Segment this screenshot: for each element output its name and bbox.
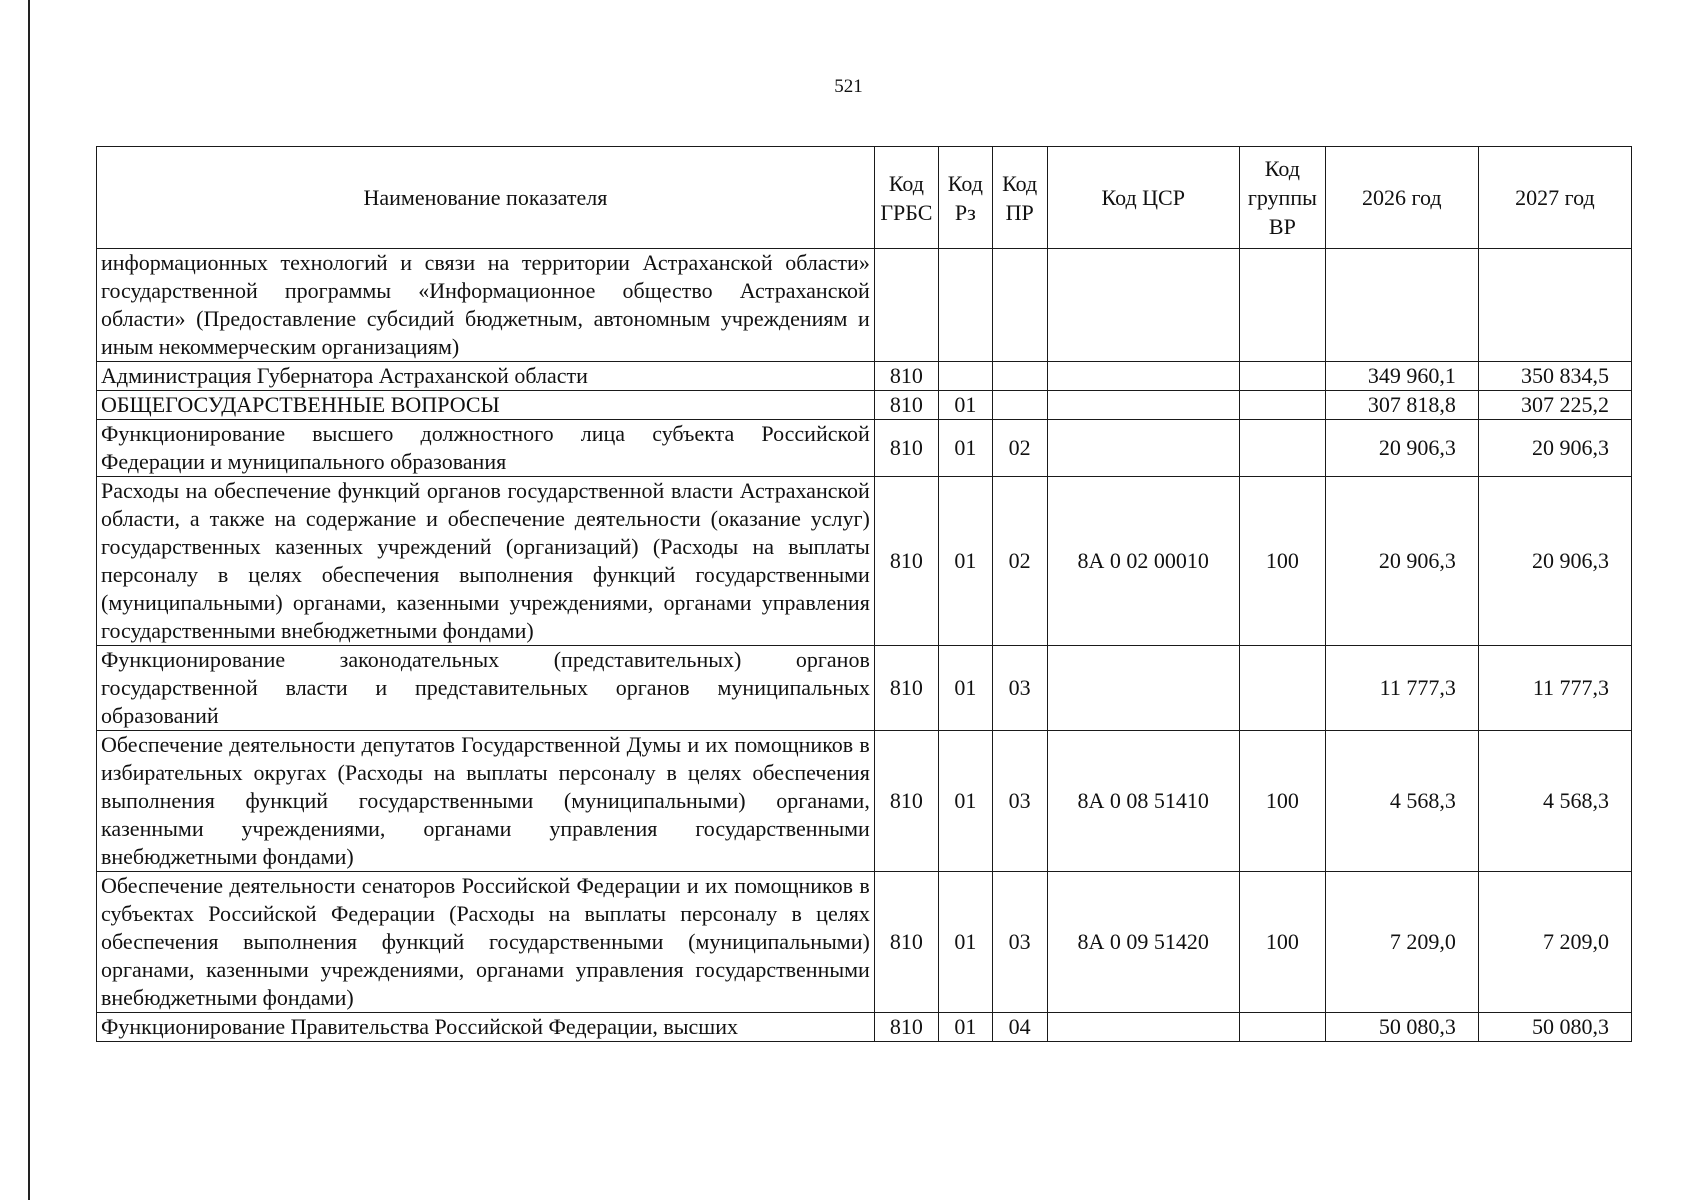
- table-row: [97, 477, 1632, 646]
- cell-name: Функционирование высшего должностного лица субъекта Российской Федерации и муниципального образования: [97, 420, 875, 477]
- table-row: [97, 391, 1632, 420]
- table-row: [97, 249, 1632, 362]
- cell-vr: 100: [1239, 731, 1325, 872]
- cell-2026: 20 906,3: [1325, 420, 1478, 477]
- table-row: [97, 420, 1632, 477]
- cell-grbs: 810: [874, 872, 938, 1013]
- cell-vr: [1239, 1013, 1325, 1042]
- cell-name: Обеспечение деятельности сенаторов Российской Федерации и их помощников в субъектах Российской Федерации (Расходы на выплаты персоналу в целях обеспечения выполнения функций государственными (муниципальными) органами, казенными учреждениями, органами управления государственными внебюджетными фондами): [97, 872, 875, 1013]
- cell-name: Обеспечение деятельности депутатов Государственной Думы и их помощников в избирательных округах (Расходы на выплаты персоналу в целях обеспечения выполнения функций государственными (муниципальными) органами, казенными учреждениями, органами управления государственными внебюджетными фондами): [97, 731, 875, 872]
- cell-rz: 01: [938, 646, 992, 731]
- cell-2027: 7 209,0: [1478, 872, 1631, 1013]
- cell-rz: 01: [938, 731, 992, 872]
- cell-pr: 04: [992, 1013, 1047, 1042]
- cell-csr: [1047, 1013, 1239, 1042]
- cell-vr: [1239, 646, 1325, 731]
- cell-name: Администрация Губернатора Астраханской области: [97, 362, 875, 391]
- cell-vr: [1239, 420, 1325, 477]
- cell-csr: [1047, 391, 1239, 420]
- cell-csr: [1047, 362, 1239, 391]
- binding-edge-line: [28, 0, 30, 1200]
- cell-pr: [992, 249, 1047, 362]
- cell-grbs: 810: [874, 391, 938, 420]
- cell-2026: 307 818,8: [1325, 391, 1478, 420]
- cell-2026: [1325, 249, 1478, 362]
- cell-name: Функционирование Правительства Российской Федерации, высших: [97, 1013, 875, 1042]
- cell-2027: 20 906,3: [1478, 420, 1631, 477]
- cell-pr: [992, 362, 1047, 391]
- cell-vr: [1239, 391, 1325, 420]
- cell-rz: 01: [938, 872, 992, 1013]
- cell-grbs: 810: [874, 477, 938, 646]
- cell-2026: 50 080,3: [1325, 1013, 1478, 1042]
- cell-2026: 7 209,0: [1325, 872, 1478, 1013]
- cell-name: Функционирование законодательных (представительных) органов государственной власти и представительных органов муниципальных образований: [97, 646, 875, 731]
- cell-csr: 8А 0 08 51410: [1047, 731, 1239, 872]
- cell-grbs: 810: [874, 646, 938, 731]
- cell-2027: 350 834,5: [1478, 362, 1631, 391]
- cell-csr: [1047, 420, 1239, 477]
- cell-rz: 01: [938, 477, 992, 646]
- cell-vr: 100: [1239, 477, 1325, 646]
- cell-csr: [1047, 646, 1239, 731]
- cell-rz: [938, 249, 992, 362]
- cell-2026: 4 568,3: [1325, 731, 1478, 872]
- header-2027: 2027 год: [1478, 147, 1631, 249]
- cell-grbs: 810: [874, 731, 938, 872]
- cell-grbs: 810: [874, 362, 938, 391]
- header-vr: Код группы ВР: [1239, 147, 1325, 249]
- cell-2027: 50 080,3: [1478, 1013, 1631, 1042]
- cell-2027: 11 777,3: [1478, 646, 1631, 731]
- table-row: [97, 731, 1632, 872]
- table-row: [97, 872, 1632, 1013]
- cell-rz: 01: [938, 420, 992, 477]
- cell-rz: 01: [938, 1013, 992, 1042]
- cell-csr: 8А 0 09 51420: [1047, 872, 1239, 1013]
- cell-2027: 20 906,3: [1478, 477, 1631, 646]
- table-header-row: [97, 147, 1632, 249]
- cell-grbs: 810: [874, 420, 938, 477]
- cell-grbs: [874, 249, 938, 362]
- cell-2026: 20 906,3: [1325, 477, 1478, 646]
- header-2026: 2026 год: [1325, 147, 1478, 249]
- cell-2026: 349 960,1: [1325, 362, 1478, 391]
- cell-csr: [1047, 249, 1239, 362]
- cell-2026: 11 777,3: [1325, 646, 1478, 731]
- page-number: 521: [834, 76, 863, 97]
- header-csr: Код ЦСР: [1047, 147, 1239, 249]
- cell-vr: 100: [1239, 872, 1325, 1013]
- cell-grbs: 810: [874, 1013, 938, 1042]
- cell-name: Расходы на обеспечение функций органов государственной власти Астраханской области, а также на содержание и обеспечение деятельности (оказание услуг) государственных казенных учреждений (организаций) (Расходы на выплаты персоналу в целях обеспечения выполнения функций государственными (муниципальными) органами, казенными учреждениями, органами управления государственными внебюджетными фондами): [97, 477, 875, 646]
- cell-pr: [992, 391, 1047, 420]
- table-row: [97, 646, 1632, 731]
- cell-pr: 02: [992, 477, 1047, 646]
- cell-csr: 8А 0 02 00010: [1047, 477, 1239, 646]
- cell-pr: 03: [992, 646, 1047, 731]
- cell-vr: [1239, 362, 1325, 391]
- header-pr: Код ПР: [992, 147, 1047, 249]
- header-grbs: Код ГРБС: [874, 147, 938, 249]
- cell-pr: 03: [992, 731, 1047, 872]
- cell-2027: [1478, 249, 1631, 362]
- cell-name: информационных технологий и связи на территории Астраханской области» государственной программы «Информационное общество Астраханской области» (Предоставление субсидий бюджетным, автономным учреждениям и иным некоммерческим организациям): [97, 249, 875, 362]
- cell-name: ОБЩЕГОСУДАРСТВЕННЫЕ ВОПРОСЫ: [97, 391, 875, 420]
- cell-2027: 4 568,3: [1478, 731, 1631, 872]
- cell-2027: 307 225,2: [1478, 391, 1631, 420]
- table-row: [97, 362, 1632, 391]
- budget-table: [96, 146, 1632, 1042]
- header-name: Наименование показателя: [97, 147, 875, 249]
- cell-vr: [1239, 249, 1325, 362]
- cell-rz: [938, 362, 992, 391]
- header-rz: Код Рз: [938, 147, 992, 249]
- cell-pr: 03: [992, 872, 1047, 1013]
- table-row: [97, 1013, 1632, 1042]
- cell-rz: 01: [938, 391, 992, 420]
- cell-pr: 02: [992, 420, 1047, 477]
